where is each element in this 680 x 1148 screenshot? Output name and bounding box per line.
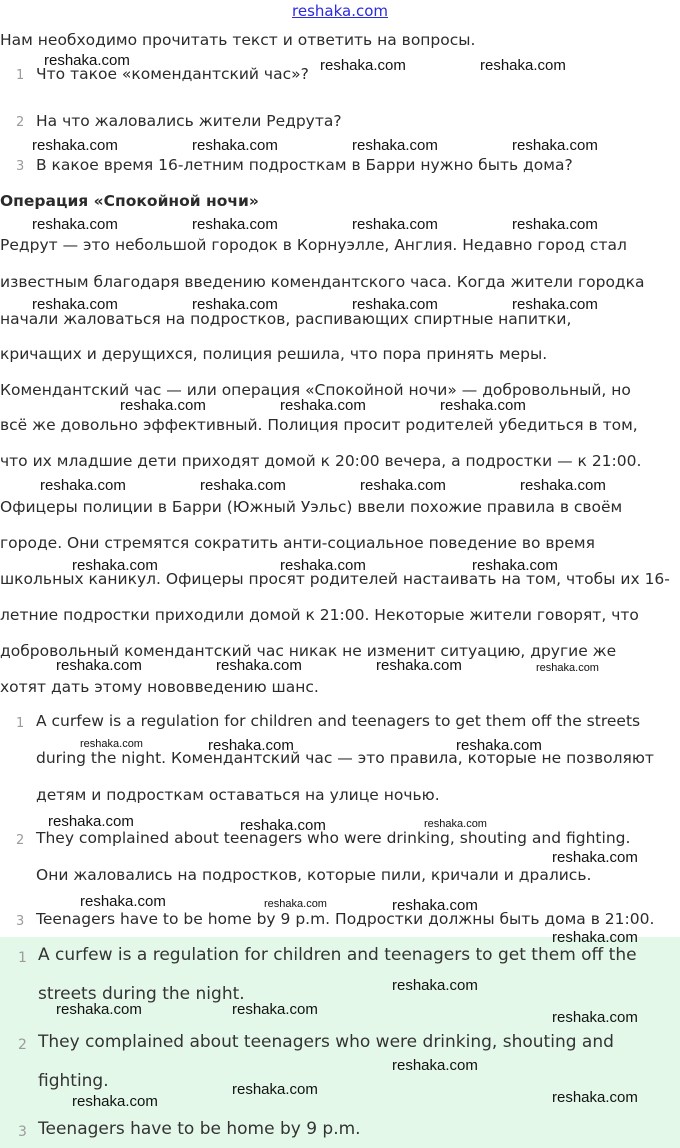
solution-line: детям и подросткам оставаться на улице ночью. (36, 786, 440, 804)
solution-line: during the night. Комендантский час — это правила, которые не позволяют (36, 749, 654, 767)
watermark: reshaka.com (72, 557, 158, 574)
question-number: 3 (16, 159, 25, 174)
watermark: reshaka.com (280, 557, 366, 574)
watermark: reshaka.com (264, 898, 327, 910)
answer-line: A curfew is a regulation for children and teenagers to get them off the (38, 945, 637, 965)
solution-number: 2 (16, 833, 25, 848)
article-title: Операция «Спокойной ночи» (0, 192, 259, 210)
watermark: reshaka.com (216, 657, 302, 674)
watermark: reshaka.com (32, 216, 118, 233)
watermark: reshaka.com (472, 557, 558, 574)
watermark: reshaka.com (200, 477, 286, 494)
watermark: reshaka.com (424, 818, 487, 830)
watermark: reshaka.com (360, 477, 446, 494)
watermark: reshaka.com (56, 657, 142, 674)
watermark: reshaka.com (44, 52, 130, 69)
watermark: reshaka.com (232, 1081, 318, 1098)
watermark: reshaka.com (232, 1001, 318, 1018)
watermark: reshaka.com (392, 977, 478, 994)
answer-line: Teenagers have to be home by 9 p.m. (38, 1119, 361, 1139)
answer-number: 1 (18, 950, 27, 966)
watermark: reshaka.com (192, 296, 278, 313)
site-link[interactable]: reshaka.com (292, 2, 388, 20)
answer-line: They complained about teenagers who were drinking, shouting and (38, 1032, 614, 1052)
watermark: reshaka.com (552, 1009, 638, 1026)
answer-number: 3 (18, 1124, 27, 1140)
watermark: reshaka.com (512, 137, 598, 154)
watermark: reshaka.com (32, 137, 118, 154)
watermark: reshaka.com (392, 1057, 478, 1074)
watermark: reshaka.com (192, 216, 278, 233)
watermark: reshaka.com (280, 397, 366, 414)
article-line: хотят дать этому нововведению шанс. (0, 678, 319, 696)
watermark: reshaka.com (440, 397, 526, 414)
article-line: известным благодаря введению комендантского часа. Когда жители городка (0, 273, 645, 291)
watermark: reshaka.com (512, 296, 598, 313)
watermark: reshaka.com (48, 813, 134, 830)
watermark: reshaka.com (240, 817, 326, 834)
question-text: Что такое «комендантский час»? (36, 65, 309, 83)
article-line: добровольный комендантский час никак не изменит ситуацию, другие же (0, 642, 617, 660)
watermark: reshaka.com (192, 137, 278, 154)
intro-text: Нам необходимо прочитать текст и ответить на вопросы. (0, 31, 476, 49)
watermark: reshaka.com (56, 1001, 142, 1018)
watermark: reshaka.com (456, 737, 542, 754)
watermark: reshaka.com (208, 737, 294, 754)
solution-number: 1 (16, 716, 25, 731)
watermark: reshaka.com (120, 397, 206, 414)
article-line: Офицеры полиции в Барри (Южный Уэльс) ввели похожие правила в своём (0, 498, 623, 516)
watermark: reshaka.com (552, 929, 638, 946)
article-line: летние подростки приходили домой к 21:00. Некоторые жители говорят, что (0, 606, 639, 624)
article-line: городе. Они стремятся сократить анти-социальное поведение во время (0, 534, 595, 552)
watermark: reshaka.com (352, 216, 438, 233)
watermark: reshaka.com (512, 216, 598, 233)
watermark: reshaka.com (392, 897, 478, 914)
question-text: В какое время 16-летним подросткам в Барри нужно быть дома? (36, 156, 573, 174)
solution-line: A curfew is a regulation for children and teenagers to get them off the streets (36, 712, 641, 730)
answer-line: streets during the night. (38, 984, 245, 1004)
watermark: reshaka.com (552, 1089, 638, 1106)
watermark: reshaka.com (72, 1093, 158, 1110)
question-number: 2 (16, 115, 25, 130)
article-line: Комендантский час — или операция «Спокойной ночи» — добровольный, но (0, 381, 631, 399)
article-line: начали жаловаться на подростков, распивающих спиртные напитки, (0, 310, 572, 328)
solution-line: Teenagers have to be home by 9 p.m. Подростки должны быть дома в 21:00. (36, 910, 655, 928)
watermark: reshaka.com (80, 738, 143, 750)
article-line: Редрут — это небольшой городок в Корнуэлле, Англия. Недавно город стал (0, 236, 627, 254)
question-number: 1 (16, 68, 25, 83)
watermark: reshaka.com (520, 477, 606, 494)
question-text: На что жаловались жители Редрута? (36, 112, 342, 130)
watermark: reshaka.com (352, 296, 438, 313)
article-line: всё же довольно эффективный. Полиция просит родителей убедиться в том, (0, 416, 638, 434)
article-line: кричащих и дерущихся, полиция решила, что пора принять меры. (0, 345, 548, 363)
watermark: reshaka.com (32, 296, 118, 313)
article-line: школьных каникул. Офицеры просят родителей настаивать на том, чтобы их 16- (0, 570, 670, 588)
watermark: reshaka.com (40, 477, 126, 494)
solution-number: 3 (16, 914, 25, 929)
answer-number: 2 (18, 1037, 27, 1053)
watermark: reshaka.com (80, 893, 166, 910)
watermark: reshaka.com (552, 849, 638, 866)
solution-line: Они жаловались на подростков, которые пили, кричали и дрались. (36, 866, 592, 884)
watermark: reshaka.com (536, 662, 599, 674)
watermark: reshaka.com (376, 657, 462, 674)
article-line: что их младшие дети приходят домой к 20:00 вечера, а подростки — к 21:00. (0, 452, 642, 470)
watermark: reshaka.com (480, 57, 566, 74)
watermark: reshaka.com (320, 57, 406, 74)
answer-line: fighting. (38, 1071, 109, 1091)
solution-line: They complained about teenagers who were drinking, shouting and fighting. (36, 829, 631, 847)
watermark: reshaka.com (352, 137, 438, 154)
